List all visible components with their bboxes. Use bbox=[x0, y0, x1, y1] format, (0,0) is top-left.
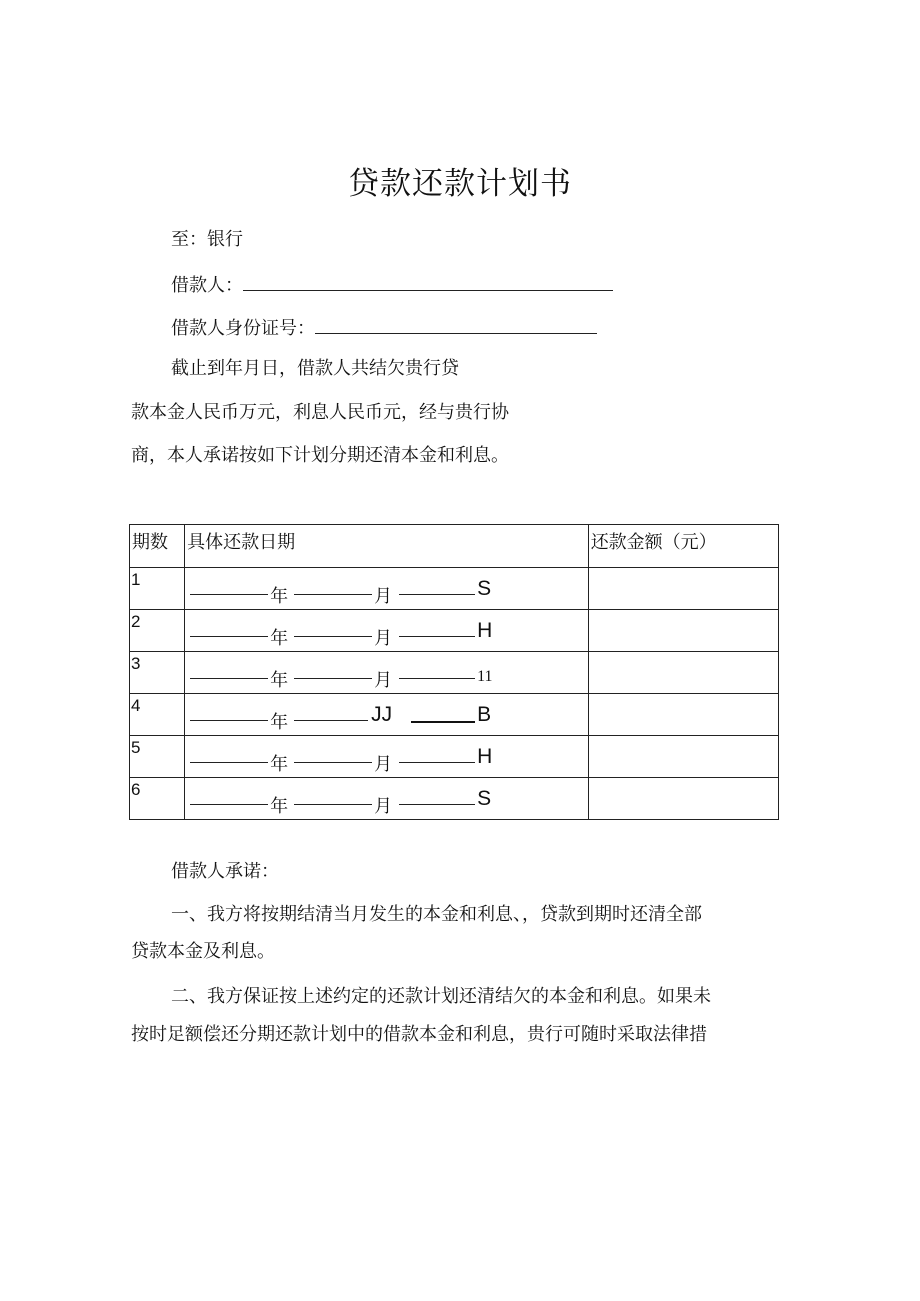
repayment-amount[interactable] bbox=[588, 778, 778, 820]
id-number-label: 借款人身份证号： bbox=[171, 318, 315, 339]
borrower-name-field[interactable] bbox=[243, 272, 613, 291]
header-date: 具体还款日期 bbox=[185, 525, 589, 568]
period-number: 1 bbox=[130, 568, 185, 610]
repayment-schedule-table bbox=[129, 524, 779, 820]
intro-line-2: 款本金人民币万元，利息人民币元，经与贵行协 bbox=[131, 402, 509, 423]
repayment-date[interactable]: 年 月 S bbox=[185, 778, 589, 820]
repayment-amount[interactable] bbox=[588, 610, 778, 652]
repayment-amount[interactable] bbox=[588, 568, 778, 610]
table-row bbox=[130, 778, 779, 820]
table-row bbox=[130, 736, 779, 778]
repayment-date[interactable]: 年 月 S bbox=[185, 568, 589, 610]
document-title: 贷款还款计划书 bbox=[348, 166, 572, 202]
promise-1-line-2: 贷款本金及利息。 bbox=[131, 941, 275, 962]
borrower-line bbox=[171, 272, 613, 298]
table-header-row bbox=[130, 525, 779, 568]
period-number: 6 bbox=[130, 778, 185, 820]
promise-2-line-1: 二、我方保证按上述约定的还款计划还清结欠的本金和利息。如果未 bbox=[171, 986, 711, 1007]
id-number-field[interactable] bbox=[315, 315, 597, 334]
table-row bbox=[130, 694, 779, 736]
period-number: 5 bbox=[130, 736, 185, 778]
repayment-amount[interactable] bbox=[588, 736, 778, 778]
intro-line-1: 截止到年月日，借款人共结欠贵行贷 bbox=[171, 358, 459, 379]
repayment-date[interactable]: 年 月 H bbox=[185, 610, 589, 652]
addressee-line: 至：银行 bbox=[171, 229, 243, 250]
table-row bbox=[130, 610, 779, 652]
promise-1-line-1: 一、我方将按期结清当月发生的本金和利息、，贷款到期时还清全部 bbox=[171, 904, 702, 925]
period-number: 4 bbox=[130, 694, 185, 736]
table-row bbox=[130, 652, 779, 694]
table-row bbox=[130, 568, 779, 610]
repayment-date[interactable]: 年 JJ B bbox=[185, 694, 589, 736]
header-period: 期数 bbox=[130, 525, 185, 568]
repayment-amount[interactable] bbox=[588, 694, 778, 736]
intro-line-3: 商，本人承诺按如下计划分期还清本金和利息。 bbox=[131, 445, 509, 466]
period-number: 3 bbox=[130, 652, 185, 694]
borrower-label: 借款人： bbox=[171, 275, 243, 296]
header-amount: 还款金额（元） bbox=[588, 525, 778, 568]
id-number-line bbox=[171, 315, 597, 341]
repayment-date[interactable]: 年 月 H bbox=[185, 736, 589, 778]
period-number: 2 bbox=[130, 610, 185, 652]
promise-heading: 借款人承诺： bbox=[171, 861, 279, 882]
repayment-date[interactable]: 年 月 11 bbox=[185, 652, 589, 694]
promise-2-line-2: 按时足额偿还分期还款计划中的借款本金和利息，贵行可随时采取法律措 bbox=[131, 1024, 707, 1045]
repayment-amount[interactable] bbox=[588, 652, 778, 694]
